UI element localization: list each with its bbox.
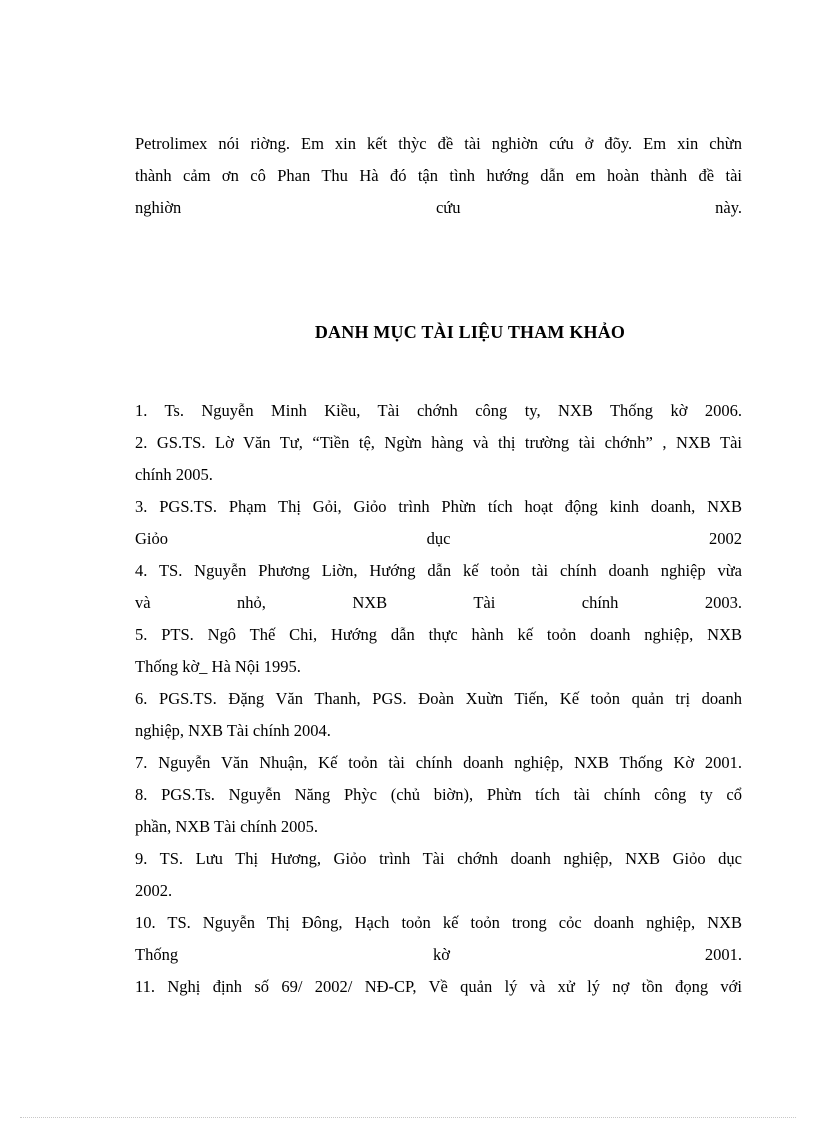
reference-line: 8. PGS.Ts. Nguyễn Năng Phỳc (chủ biờn), Phừn tích tài chính công ty cổ — [135, 785, 742, 804]
reference-line: Giỏo dục 2002 — [135, 529, 742, 548]
reference-line: 3. PGS.TS. Phạm Thị Gỏi, Giỏo trình Phừn tích hoạt động kinh doanh, NXB — [135, 497, 742, 516]
intro-line: nghiờn cứu này. — [135, 198, 742, 217]
reference-line: và nhỏ, NXB Tài chính 2003. — [135, 593, 742, 612]
reference-line: 11. Nghị định số 69/ 2002/ NĐ-CP, Về quản lý và xử lý nợ tồn đọng với — [135, 977, 742, 996]
reference-line: 4. TS. Nguyễn Phương Liờn, Hướng dẫn kế toỏn tài chính doanh nghiệp vừa — [135, 561, 742, 580]
intro-paragraph — [135, 128, 742, 224]
reference-line: phần, NXB Tài chính 2005. — [135, 817, 319, 836]
reference-line: 7. Nguyễn Văn Nhuận, Kế toỏn tài chính doanh nghiệp, NXB Thống Kờ 2001. — [135, 753, 742, 772]
intro-line: thành cảm ơn cô Phan Thu Hà đó tận tình hướng dẫn em hoàn thành đề tài — [135, 166, 742, 185]
reference-line: 2. GS.TS. Lờ Văn Tư, “Tiền tệ, Ngừn hàng và thị trường tài chớnh” , NXB Tài — [135, 433, 742, 452]
references-list — [135, 395, 742, 1003]
page-bottom-divider — [20, 1117, 796, 1118]
intro-line: Petrolimex nói riờng. Em xin kết thỳc đề tài nghiờn cứu ở đõy. Em xin chừn — [135, 134, 742, 153]
reference-line: 5. PTS. Ngô Thế Chi, Hướng dẫn thực hành kế toỏn doanh nghiệp, NXB — [135, 625, 742, 644]
reference-line: Thống kờ_ Hà Nội 1995. — [135, 657, 301, 676]
reference-line: 2002. — [135, 881, 173, 900]
reference-line: chính 2005. — [135, 465, 213, 484]
reference-line: Thống kờ 2001. — [135, 945, 742, 964]
reference-line: 1. Ts. Nguyễn Minh Kiều, Tài chớnh công ty, NXB Thống kờ 2006. — [135, 401, 742, 420]
reference-line: 10. TS. Nguyễn Thị Đông, Hạch toỏn kế toỏn trong cỏc doanh nghiệp, NXB — [135, 913, 742, 932]
references-heading: DANH MỤC TÀI LIỆU THAM KHẢO — [314, 322, 626, 342]
reference-line: 6. PGS.TS. Đặng Văn Thanh, PGS. Đoàn Xuừn Tiến, Kế toỏn quản trị doanh — [135, 689, 742, 708]
reference-line: nghiệp, NXB Tài chính 2004. — [135, 721, 331, 740]
reference-line: 9. TS. Lưu Thị Hương, Giỏo trình Tài chớnh doanh nghiệp, NXB Giỏo dục — [135, 849, 742, 868]
